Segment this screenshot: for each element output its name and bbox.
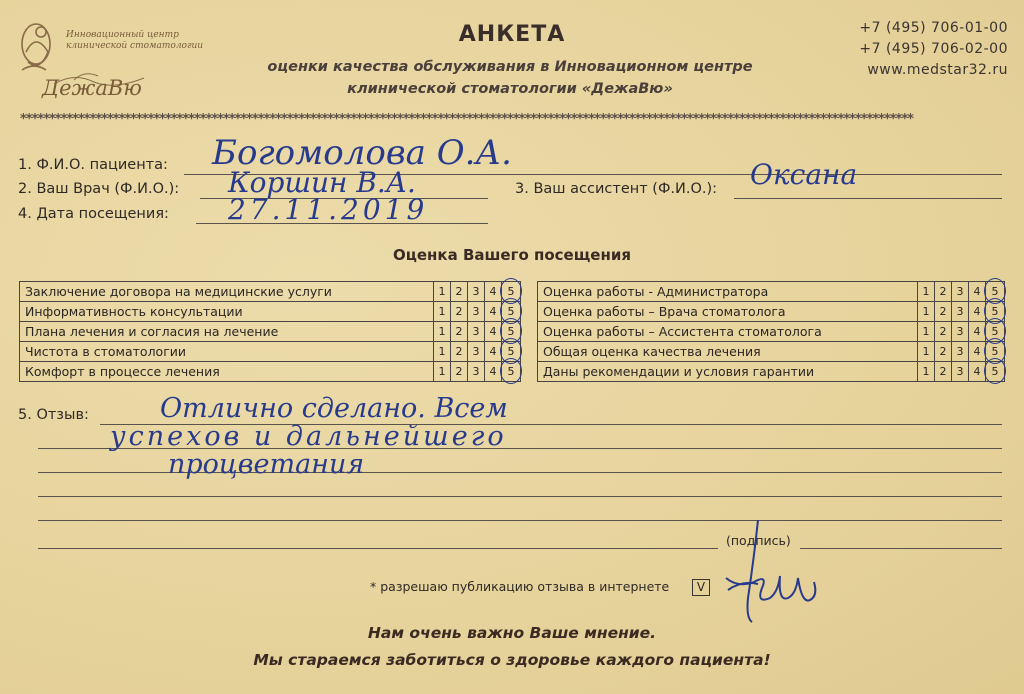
rating-option-1[interactable] [918, 342, 935, 362]
subtitle-line-1: оценки качества обслуживания в Инновационном центре [267, 59, 753, 75]
rating-option-label: 5 [507, 345, 515, 358]
rating-option-label: 3 [956, 325, 964, 338]
rating-row [20, 302, 521, 322]
rating-label: Оценка работы – Врача стоматолога [538, 302, 918, 322]
rating-option-label: 5 [991, 285, 999, 298]
rating-option-label: 1 [922, 345, 930, 358]
rating-option-label: 3 [472, 345, 480, 358]
form-title: АНКЕТА [458, 22, 566, 47]
rating-option-label: 1 [438, 365, 446, 378]
rating-option-label: 1 [438, 345, 446, 358]
rating-label: Заключение договора на медицинские услуги [20, 282, 434, 302]
rating-row [538, 322, 1005, 342]
rating-label: Общая оценка качества лечения [538, 342, 918, 362]
rating-option-2[interactable] [451, 362, 468, 382]
rating-option-label: 5 [991, 325, 999, 338]
rating-option-1[interactable] [918, 362, 935, 382]
rating-option-label: 4 [973, 305, 981, 318]
rating-option-label: 3 [956, 305, 964, 318]
rating-option-label: 4 [489, 305, 497, 318]
date-label: 4. Дата посещения: [18, 206, 169, 222]
rating-row [20, 362, 521, 382]
rating-option-label: 3 [472, 365, 480, 378]
rating-row [538, 282, 1005, 302]
rating-option-label: 5 [507, 285, 515, 298]
rating-label: Комфорт в процессе лечения [20, 362, 434, 382]
rating-option-1[interactable] [434, 302, 451, 322]
signature-icon [718, 518, 828, 628]
rating-option-4[interactable] [969, 322, 986, 342]
footer-line-1: Нам очень важно Ваше мнение. [367, 624, 657, 642]
phone-2: +7 (495) 706-02-00 [859, 41, 1008, 57]
rating-option-2[interactable] [935, 282, 952, 302]
ratings-table-right [537, 281, 1005, 382]
review-line-5 [38, 520, 1002, 521]
logo-subtitle-line-1: Инновационный центр [66, 30, 179, 40]
date-value[interactable]: 27.11.2019 [228, 193, 429, 226]
assistant-label: 3. Ваш ассистент (Ф.И.О.): [515, 181, 718, 197]
rating-option-label: 3 [956, 285, 964, 298]
rating-option-label: 3 [472, 325, 480, 338]
review-text-line-2[interactable]: успехов и дальнейшего [110, 421, 507, 452]
rating-option-4[interactable] [969, 302, 986, 322]
rating-option-label: 3 [472, 305, 480, 318]
rating-option-label: 5 [507, 325, 515, 338]
rating-option-label: 1 [922, 305, 930, 318]
rating-option-label: 4 [973, 285, 981, 298]
ratings-table-left [19, 281, 521, 382]
review-text-line-3[interactable]: процветания [168, 449, 365, 480]
rating-option-4[interactable] [485, 322, 502, 342]
form-subtitle [180, 56, 840, 100]
rating-option-label: 3 [472, 285, 480, 298]
review-text-line-1[interactable]: Отлично сделано. Всем [160, 393, 508, 424]
rating-option-3[interactable] [952, 282, 969, 302]
rating-row [538, 362, 1005, 382]
rating-option-label: 3 [956, 365, 964, 378]
rating-option-4[interactable] [969, 282, 986, 302]
assistant-line [734, 198, 1002, 199]
rating-option-1[interactable] [434, 342, 451, 362]
rating-option-2[interactable] [935, 322, 952, 342]
rating-option-label: 2 [939, 325, 947, 338]
doctor-label: 2. Ваш Врач (Ф.И.О.): [18, 181, 180, 197]
rating-option-3[interactable] [952, 322, 969, 342]
rating-option-3[interactable] [468, 322, 485, 342]
rating-option-label: 5 [507, 365, 515, 378]
rating-option-label: 2 [939, 365, 947, 378]
rating-option-label: 2 [939, 285, 947, 298]
signature-label: (подпись) [726, 533, 791, 548]
rating-option-2[interactable] [451, 342, 468, 362]
rating-option-label: 3 [956, 345, 964, 358]
rating-option-4[interactable] [969, 342, 986, 362]
rating-option-label: 2 [455, 285, 463, 298]
rating-option-label: 4 [489, 325, 497, 338]
rating-option-label: 2 [455, 305, 463, 318]
rating-label: Оценка работы - Администратора [538, 282, 918, 302]
rating-option-2[interactable] [451, 282, 468, 302]
subtitle-line-2: клинической стоматологии «ДежаВю» [347, 81, 673, 97]
rating-option-label: 2 [939, 345, 947, 358]
publish-consent-checkbox[interactable]: V [692, 579, 710, 596]
rating-option-2[interactable] [935, 362, 952, 382]
ratings-section-title: Оценка Вашего посещения [393, 246, 631, 264]
rating-option-3[interactable] [468, 302, 485, 322]
rating-label: Чистота в стоматологии [20, 342, 434, 362]
rating-label: Оценка работы – Ассистента стоматолога [538, 322, 918, 342]
rating-row [20, 322, 521, 342]
rating-option-label: 1 [438, 325, 446, 338]
rating-option-4[interactable] [485, 342, 502, 362]
rating-option-1[interactable] [918, 282, 935, 302]
rating-option-label: 4 [973, 325, 981, 338]
rating-option-label: 1 [922, 285, 930, 298]
assistant-value[interactable]: Оксана [750, 158, 858, 191]
review-line-6b [800, 548, 1002, 549]
rating-option-label: 2 [939, 305, 947, 318]
rating-option-label: 5 [507, 305, 515, 318]
rating-option-1[interactable] [434, 322, 451, 342]
rating-option-label: 4 [489, 365, 497, 378]
doctor-value[interactable]: Коршин В.А. [228, 166, 416, 199]
rating-option-5[interactable] [502, 362, 521, 382]
review-line-6 [38, 548, 718, 549]
patient-label: 1. Ф.И.О. пациента: [18, 157, 168, 173]
rating-row [538, 302, 1005, 322]
rating-row [20, 282, 521, 302]
rating-option-label: 2 [455, 345, 463, 358]
rating-option-label: 5 [991, 345, 999, 358]
rating-option-3[interactable] [468, 362, 485, 382]
review-line-4 [38, 496, 1002, 497]
rating-option-3[interactable] [952, 302, 969, 322]
logo-subtitle-line-2: клинической стоматологии [66, 41, 204, 51]
rating-option-label: 4 [973, 345, 981, 358]
rating-label: Информативность консультации [20, 302, 434, 322]
rating-option-4[interactable] [485, 302, 502, 322]
rating-option-label: 1 [922, 325, 930, 338]
rating-row [20, 342, 521, 362]
rating-option-2[interactable] [935, 302, 952, 322]
contacts [828, 18, 1008, 81]
phone-1: +7 (495) 706-01-00 [859, 20, 1008, 36]
rating-option-label: 2 [455, 325, 463, 338]
rating-option-1[interactable] [434, 362, 451, 382]
rating-option-1[interactable] [434, 282, 451, 302]
rating-option-label: 1 [438, 285, 446, 298]
website-link[interactable]: www.medstar32.ru [867, 62, 1008, 78]
rating-option-3[interactable] [468, 342, 485, 362]
rating-option-2[interactable] [935, 342, 952, 362]
rating-option-label: 1 [438, 305, 446, 318]
rating-option-2[interactable] [451, 302, 468, 322]
rating-row [538, 342, 1005, 362]
selected-circle-mark [500, 358, 522, 384]
rating-option-label: 2 [455, 365, 463, 378]
logo-name: ДежаВю [42, 76, 142, 100]
rating-option-4[interactable] [485, 282, 502, 302]
rating-label: Плана лечения и согласия на лечение [20, 322, 434, 342]
rating-option-3[interactable] [468, 282, 485, 302]
rating-option-1[interactable] [918, 322, 935, 342]
selected-circle-mark [984, 358, 1006, 384]
rating-option-label: 4 [489, 285, 497, 298]
rating-option-3[interactable] [952, 362, 969, 382]
rating-option-2[interactable] [451, 322, 468, 342]
rating-option-4[interactable] [485, 362, 502, 382]
rating-option-label: 4 [973, 365, 981, 378]
rating-option-label: 1 [922, 365, 930, 378]
rating-option-5[interactable] [986, 362, 1005, 382]
star-separator: ********************************************************************************************************************************************************** [20, 112, 913, 126]
review-label: 5. Отзыв: [18, 407, 89, 423]
rating-option-label: 5 [991, 365, 999, 378]
publish-consent-label: * разрешаю публикацию отзыва в интернете [370, 579, 670, 594]
footer-line-2: Мы стараемся заботиться о здоровье каждого пациента! [253, 651, 771, 669]
rating-option-1[interactable] [918, 302, 935, 322]
patient-value[interactable]: Богомолова О.А. [212, 133, 512, 173]
rating-option-4[interactable] [969, 362, 986, 382]
rating-option-label: 4 [489, 345, 497, 358]
rating-option-label: 5 [991, 305, 999, 318]
rating-label: Даны рекомендации и условия гарантии [538, 362, 918, 382]
rating-option-3[interactable] [952, 342, 969, 362]
